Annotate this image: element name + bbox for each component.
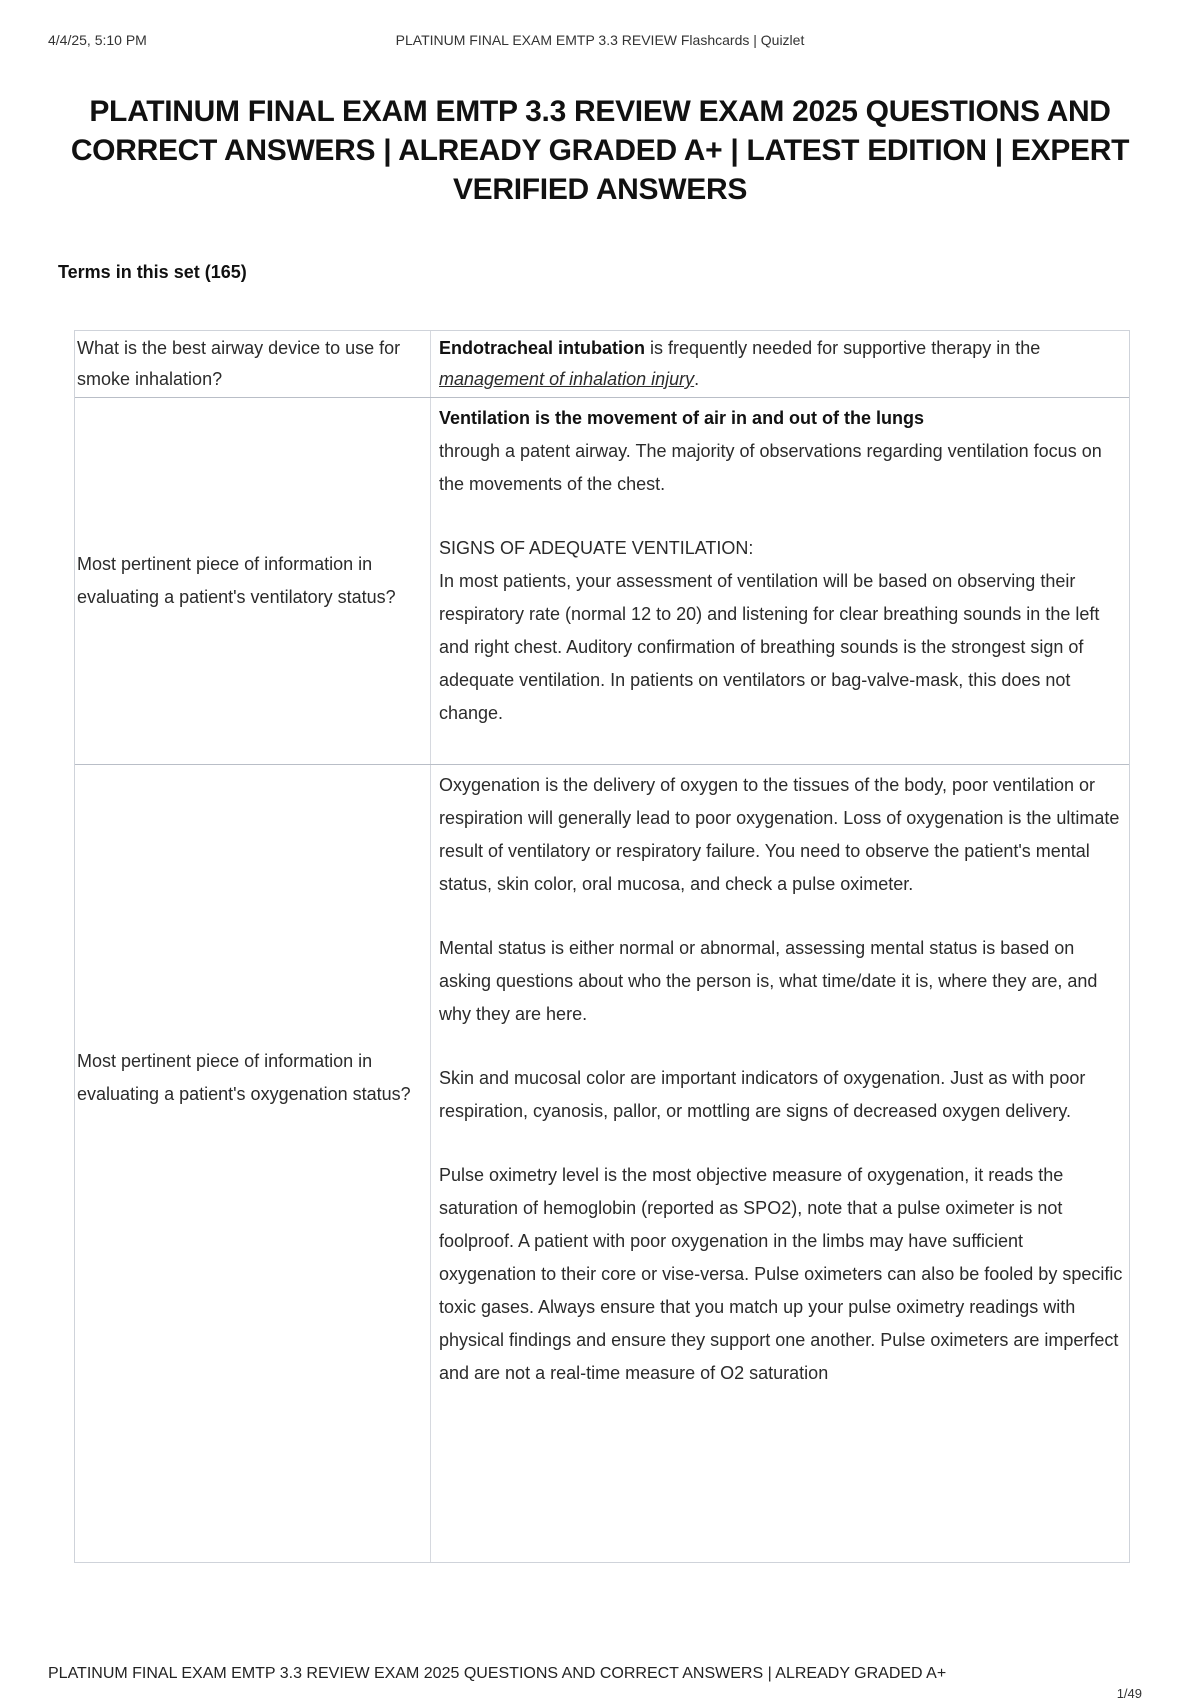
page-footer: PLATINUM FINAL EXAM EMTP 3.3 REVIEW EXAM 2025 QUESTIONS AND CORRECT ANSWERS | ALREADY GRADED A+	[48, 1665, 947, 1682]
terms-count-label: Terms in this set (165)	[58, 262, 247, 282]
flashcard-table	[74, 330, 1130, 1563]
page-title: PLATINUM FINAL EXAM EMTP 3.3 REVIEW EXAM 2025 QUESTIONS AND CORRECT ANSWERS | ALREADY GRADED A+ | LATEST EDITION | EXPERT VERIFIED ANSWERS	[70, 95, 1130, 206]
definition-paragraph: Oxygenation is the delivery of oxygen to the tissues of the body, poor ventilation or respiration will generally lead to poor oxygenation. Loss of oxygenation is the ultimate result of ventilatory or respiratory failure. You need to observe the patient's mental status, skin color, oral mucosa, and check a pulse oximeter.	[439, 775, 1120, 894]
flashcard-row	[75, 765, 1129, 1562]
definition-paragraph: through a patent airway. The majority of observations regarding ventilation focus on the movements of the chest.	[439, 441, 1102, 494]
definition-heading: SIGNS OF ADEQUATE VENTILATION:	[439, 538, 754, 558]
flashcard-term: Most pertinent piece of information in evaluating a patient's ventilatory status?	[75, 398, 431, 764]
definition-paragraph: Pulse oximetry level is the most objective measure of oxygenation, it reads the saturation of hemoglobin (reported as SPO2), note that a pulse oximeter is not foolproof. A patient with poor oxygenation in the limbs may have sufficient oxygenation to their core or vise-versa. Pulse oximeters can also be fooled by specific toxic gases. Always ensure that you match up your pulse oximetry readings with physical findings and ensure they support one another. Pulse oximeters are imperfect and are not a real-time measure of O2 saturation	[439, 1165, 1123, 1383]
flashcard-term: Most pertinent piece of information in evaluating a patient's oxygenation status?	[75, 765, 431, 1562]
definition-paragraph: Mental status is either normal or abnormal, assessing mental status is based on asking questions about who the person is, what time/date it is, where they are, and why they are here.	[439, 938, 1098, 1024]
definition-link[interactable]: management of inhalation injury	[439, 369, 695, 389]
definition-bold-term: Endotracheal intubation	[439, 338, 646, 358]
definition-text: is frequently needed for supportive therapy in the	[645, 338, 1041, 358]
flashcard-definition	[431, 331, 1129, 397]
flashcard-term: What is the best airway device to use for smoke inhalation?	[75, 331, 431, 397]
flashcard-definition	[431, 398, 1129, 764]
definition-lead: Ventilation is the movement of air in and out of the lungs	[439, 408, 925, 428]
flashcard-row	[75, 331, 1129, 398]
flashcard-row	[75, 398, 1129, 765]
print-datetime: 4/4/25, 5:10 PM	[48, 32, 147, 48]
definition-end: .	[694, 369, 700, 389]
flashcard-definition	[431, 765, 1129, 1562]
page-number: 1/49	[1116, 1686, 1142, 1701]
print-page-title: PLATINUM FINAL EXAM EMTP 3.3 REVIEW Flashcards | Quizlet	[395, 32, 805, 48]
definition-paragraph: Skin and mucosal color are important indicators of oxygenation. Just as with poor respiration, cyanosis, pallor, or mottling are signs of decreased oxygen delivery.	[439, 1068, 1086, 1121]
definition-paragraph: In most patients, your assessment of ventilation will be based on observing their respiratory rate (normal 12 to 20) and listening for clear breathing sounds in the left and right chest. Auditory confirmation of breathing sounds is the strongest sign of adequate ventilation. In patients on ventilators or bag-valve-mask, this does not change.	[439, 571, 1100, 723]
